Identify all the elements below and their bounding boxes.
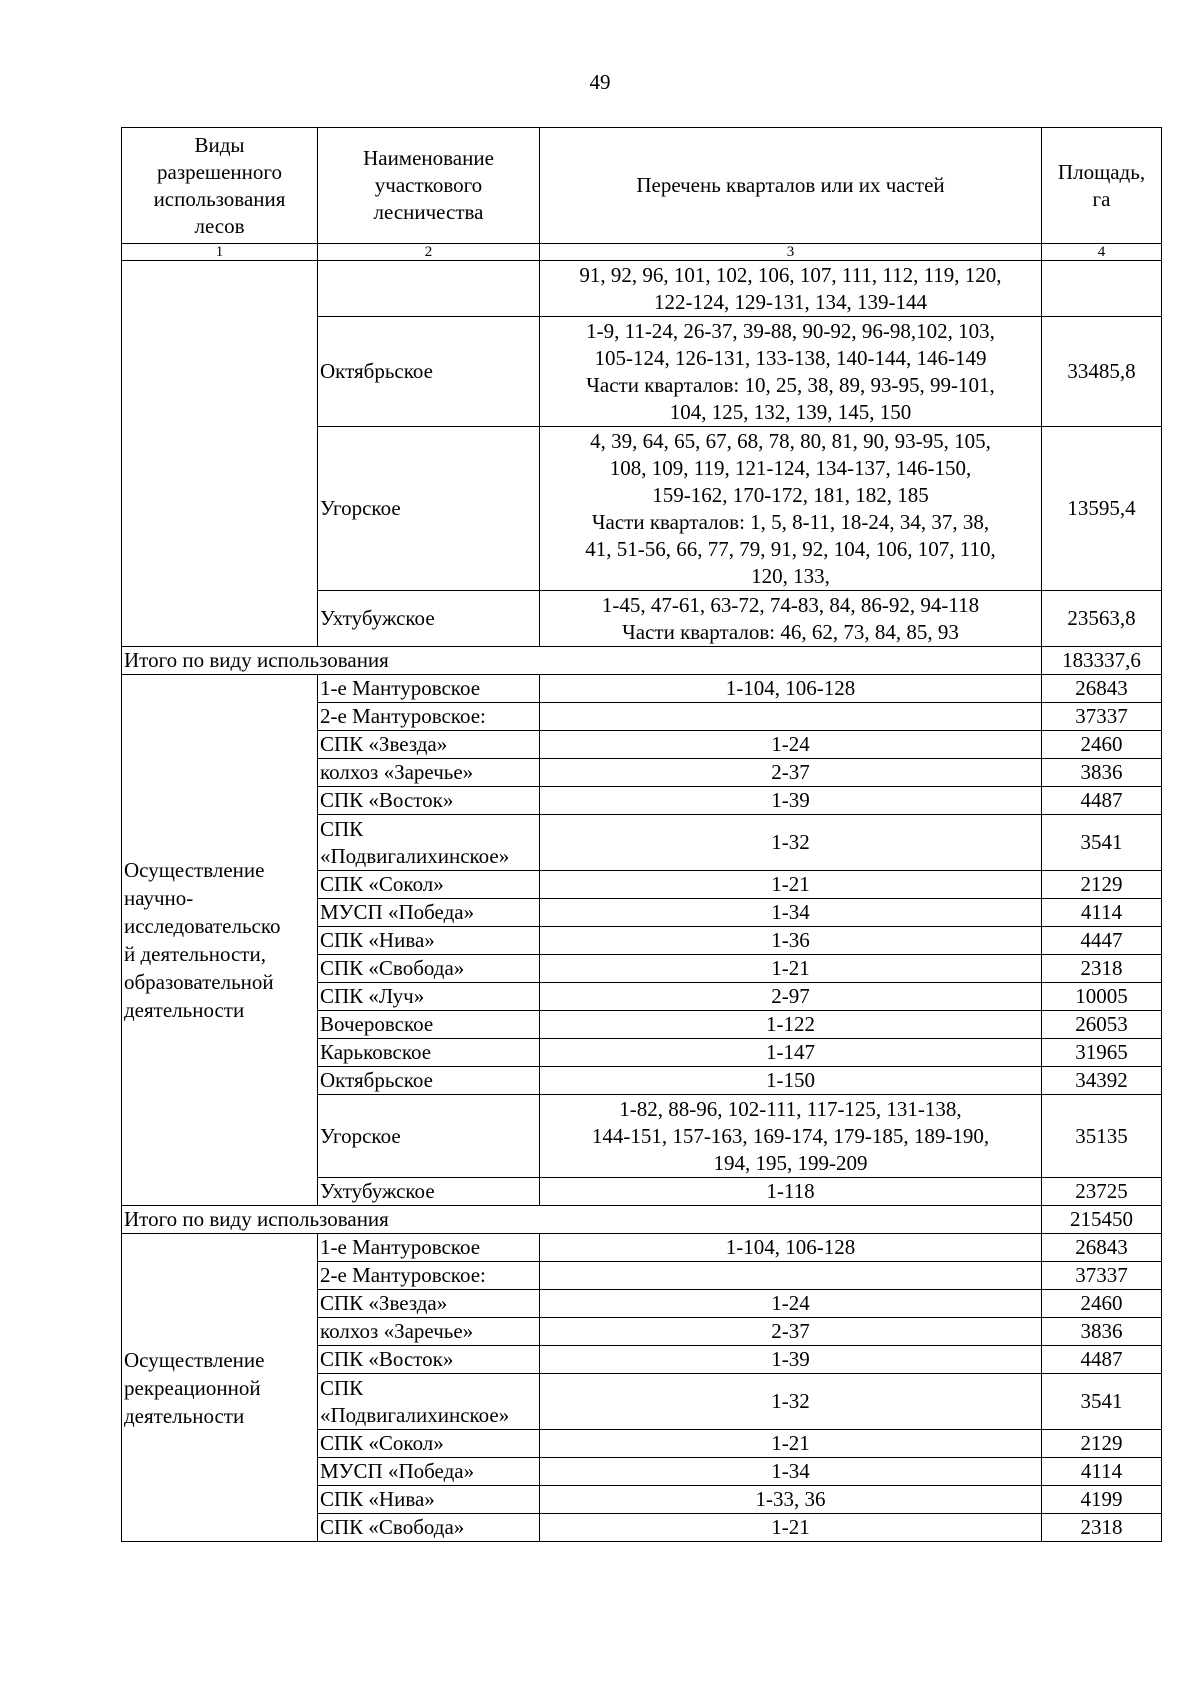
area-value: 2129 (1042, 871, 1162, 899)
quarters-list: 2-37 (540, 1318, 1042, 1346)
area-value: 37337 (1042, 1262, 1162, 1290)
forestry-name: Угорское (318, 427, 540, 591)
area-value: 2318 (1042, 1514, 1162, 1542)
forest-use-table (121, 127, 1162, 1542)
use-type-cell (122, 261, 318, 647)
quarters-list: 1-34 (540, 1458, 1042, 1486)
column-number: 4 (1042, 244, 1162, 261)
total-value: 215450 (1042, 1206, 1162, 1234)
forestry-name: Угорское (318, 1095, 540, 1178)
table-row (122, 261, 1162, 317)
area-value: 23563,8 (1042, 591, 1162, 647)
area-value: 3836 (1042, 759, 1162, 787)
forestry-name (318, 261, 540, 317)
forestry-name: 2-е Мантуровское: (318, 1262, 540, 1290)
area-value: 23725 (1042, 1178, 1162, 1206)
area-value: 2318 (1042, 955, 1162, 983)
quarters-list: 1-39 (540, 1346, 1042, 1374)
header-forestry-name: Наименование участкового лесничества (318, 128, 540, 244)
quarters-list: 1-24 (540, 731, 1042, 759)
forestry-name: 2-е Мантуровское: (318, 703, 540, 731)
forestry-name: Ухтубужское (318, 591, 540, 647)
quarters-list: 1-32 (540, 1374, 1042, 1430)
quarters-list: 1-82, 88-96, 102-111, 117-125, 131-138, 144-151, 157-163, 169-174, 179-185, 189-190, 194, 195, 199-209 (540, 1095, 1042, 1178)
forestry-name: СПК «Нива» (318, 927, 540, 955)
area-value: 4487 (1042, 1346, 1162, 1374)
quarters-list: 1-34 (540, 899, 1042, 927)
area-value: 4447 (1042, 927, 1162, 955)
area-value: 33485,8 (1042, 317, 1162, 427)
page-number: 49 (589, 70, 611, 94)
quarters-list: 1-122 (540, 1011, 1042, 1039)
total-label: Итого по виду использования (122, 1206, 1042, 1234)
total-row (122, 647, 1162, 675)
area-value: 26843 (1042, 1234, 1162, 1262)
forestry-name: СПК «Луч» (318, 983, 540, 1011)
area-value: 26053 (1042, 1011, 1162, 1039)
quarters-list: 1-21 (540, 1514, 1042, 1542)
forestry-name: СПК «Нива» (318, 1486, 540, 1514)
quarters-list: 1-21 (540, 871, 1042, 899)
header-use-type: Виды разрешенного использования лесов (122, 128, 318, 244)
area-value: 3541 (1042, 1374, 1162, 1430)
column-number-row (122, 244, 1162, 261)
column-number: 2 (318, 244, 540, 261)
area-value: 4114 (1042, 899, 1162, 927)
quarters-list: 1-24 (540, 1290, 1042, 1318)
area-value: 13595,4 (1042, 427, 1162, 591)
quarters-list: 1-21 (540, 955, 1042, 983)
forestry-name: МУСП «Победа» (318, 899, 540, 927)
forestry-name: колхоз «Заречье» (318, 759, 540, 787)
forestry-name: СПК «Восток» (318, 787, 540, 815)
forestry-name: Октябрьское (318, 1067, 540, 1095)
use-type-recreation: Осуществление рекреационной деятельности (122, 1234, 318, 1542)
area-value: 2129 (1042, 1430, 1162, 1458)
quarters-list: 4, 39, 64, 65, 67, 68, 78, 80, 81, 90, 93-95, 105, 108, 109, 119, 121-124, 134-137, 146-150, 159-162, 170-172, 181, 182, 185 Части кварталов: 1, 5, 8-11, 18-24, 34, 37, 38, 41, 51-56, 66, 77, 79, 91, 92, 104, 106, 107, 110, 120, 133, (540, 427, 1042, 591)
quarters-list: 2-97 (540, 983, 1042, 1011)
forestry-name: Ухтубужское (318, 1178, 540, 1206)
use-type-research-education: Осуществление научно- исследовательско й деятельности, образовательной деятельности (122, 675, 318, 1206)
quarters-list: 1-147 (540, 1039, 1042, 1067)
area-value: 3541 (1042, 815, 1162, 871)
area-value: 35135 (1042, 1095, 1162, 1178)
forestry-name: СПК «Звезда» (318, 731, 540, 759)
quarters-list: 1-33, 36 (540, 1486, 1042, 1514)
area-value: 4199 (1042, 1486, 1162, 1514)
header-row (122, 128, 1162, 244)
quarters-list: 2-37 (540, 759, 1042, 787)
quarters-list (540, 1262, 1042, 1290)
quarters-list: 1-104, 106-128 (540, 1234, 1042, 1262)
forestry-name: СПК «Свобода» (318, 955, 540, 983)
forestry-name: СПК «Восток» (318, 1346, 540, 1374)
forestry-name: 1-е Мантуровское (318, 1234, 540, 1262)
total-row (122, 1206, 1162, 1234)
area-value (1042, 261, 1162, 317)
area-value: 31965 (1042, 1039, 1162, 1067)
forestry-name: СПК «Звезда» (318, 1290, 540, 1318)
forestry-name: СПК «Подвигалихинское» (318, 1374, 540, 1430)
forestry-name: Карьковское (318, 1039, 540, 1067)
area-value: 4114 (1042, 1458, 1162, 1486)
quarters-list: 1-118 (540, 1178, 1042, 1206)
table-row (122, 1234, 1162, 1262)
area-value: 3836 (1042, 1318, 1162, 1346)
area-value: 2460 (1042, 1290, 1162, 1318)
forestry-name: СПК «Свобода» (318, 1514, 540, 1542)
area-value: 10005 (1042, 983, 1162, 1011)
forestry-name: СПК «Сокол» (318, 1430, 540, 1458)
header-quarters-list: Перечень кварталов или их частей (540, 128, 1042, 244)
total-value: 183337,6 (1042, 647, 1162, 675)
quarters-list: 1-9, 11-24, 26-37, 39-88, 90-92, 96-98,102, 103, 105-124, 126-131, 133-138, 140-144, 146-149 Части кварталов: 10, 25, 38, 89, 93-95, 99-101, 104, 125, 132, 139, 145, 150 (540, 317, 1042, 427)
forestry-name: Вочеровское (318, 1011, 540, 1039)
quarters-list: 1-45, 47-61, 63-72, 74-83, 84, 86-92, 94-118 Части кварталов: 46, 62, 73, 84, 85, 93 (540, 591, 1042, 647)
header-area: Площадь, га (1042, 128, 1162, 244)
area-value: 34392 (1042, 1067, 1162, 1095)
quarters-list: 1-39 (540, 787, 1042, 815)
quarters-list: 1-150 (540, 1067, 1042, 1095)
quarters-list: 1-104, 106-128 (540, 675, 1042, 703)
quarters-list: 1-21 (540, 1430, 1042, 1458)
quarters-list (540, 703, 1042, 731)
forestry-name: МУСП «Победа» (318, 1458, 540, 1486)
table-row (122, 675, 1162, 703)
column-number: 3 (540, 244, 1042, 261)
forestry-name: СПК «Сокол» (318, 871, 540, 899)
forestry-name: 1-е Мантуровское (318, 675, 540, 703)
quarters-list: 1-36 (540, 927, 1042, 955)
quarters-list: 91, 92, 96, 101, 102, 106, 107, 111, 112, 119, 120, 122-124, 129-131, 134, 139-144 (540, 261, 1042, 317)
area-value: 26843 (1042, 675, 1162, 703)
forestry-name: СПК «Подвигалихинское» (318, 815, 540, 871)
forestry-name: колхоз «Заречье» (318, 1318, 540, 1346)
area-value: 37337 (1042, 703, 1162, 731)
column-number: 1 (122, 244, 318, 261)
area-value: 4487 (1042, 787, 1162, 815)
area-value: 2460 (1042, 731, 1162, 759)
total-label: Итого по виду использования (122, 647, 1042, 675)
forestry-name: Октябрьское (318, 317, 540, 427)
quarters-list: 1-32 (540, 815, 1042, 871)
